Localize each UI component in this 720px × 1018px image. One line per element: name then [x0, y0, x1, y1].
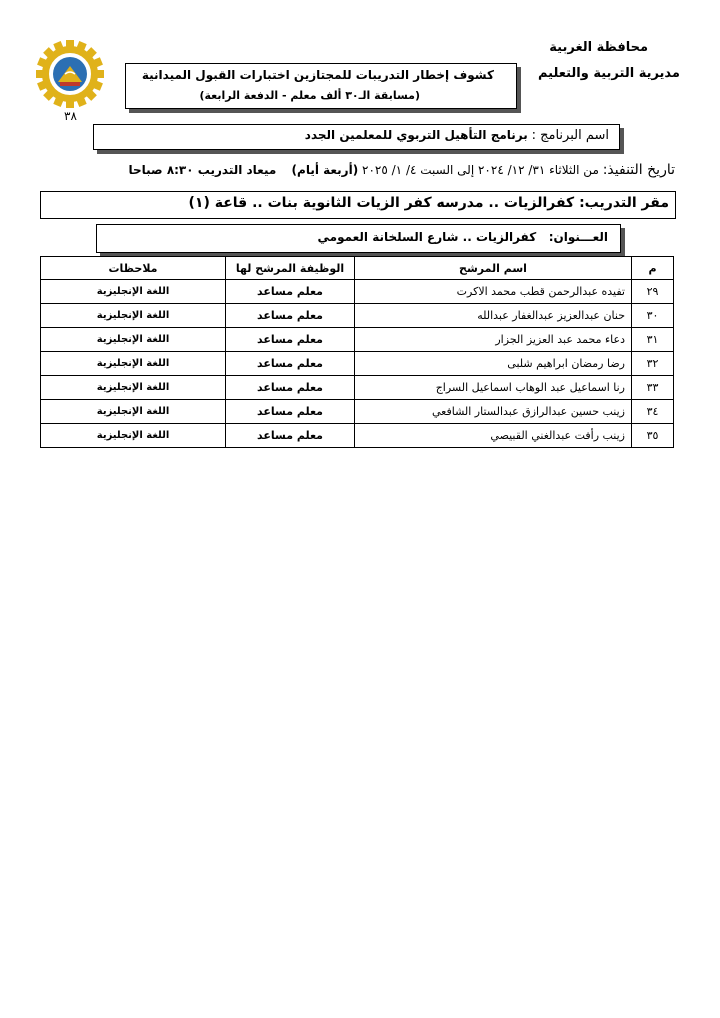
document-subtitle: (مسابقة الـ٣٠ ألف معلم - الدفعة الرابعة): [199, 89, 420, 102]
venue-name: كفرالزيات .. مدرسه كفر الزيات الثانوية بنات .. قاعة (١): [188, 195, 575, 211]
table-row: [41, 328, 674, 352]
cell-name: زينب حسين عبدالرازق عبدالستار الشافعي: [355, 400, 632, 424]
cell-name: تفيده عبدالرحمن قطب محمد الاكرت: [355, 280, 632, 304]
cell-name: دعاء محمد عبد العزيز الجزار: [355, 328, 632, 352]
table-row: [41, 352, 674, 376]
cell-num: ٢٩: [632, 280, 674, 304]
address-box: [96, 224, 621, 253]
schedule-label: تاريخ التنفيذ:: [602, 162, 675, 178]
cell-notes: اللغة الإنجليزية: [41, 424, 226, 448]
table-row: [41, 424, 674, 448]
directorate-name: مديرية التربية والتعليم: [537, 66, 680, 81]
cell-num: ٣١: [632, 328, 674, 352]
program-name: برنامج التأهيل التربوي للمعلمين الجدد: [304, 128, 528, 142]
page-number: ٣٨: [64, 109, 77, 123]
col-header-job: الوظيفة المرشح لها: [226, 257, 355, 280]
cell-name: حنان عبدالعزيز عبدالغفار عبدالله: [355, 304, 632, 328]
col-header-name: اسم المرشح: [355, 257, 632, 280]
col-header-num: م: [632, 257, 674, 280]
cell-name: رضا رمضان ابراهيم شلبى: [355, 352, 632, 376]
cell-job: معلم مساعد: [226, 376, 355, 400]
document-title-box: [125, 63, 517, 109]
cell-notes: اللغة الإنجليزية: [41, 376, 226, 400]
cell-name: رنا اسماعيل عبد الوهاب اسماعيل السراج: [355, 376, 632, 400]
cell-num: ٣٢: [632, 352, 674, 376]
schedule-duration: (أربعة أيام): [291, 163, 359, 177]
program-label: اسم البرنامج :: [531, 128, 609, 143]
cell-notes: اللغة الإنجليزية: [41, 280, 226, 304]
cell-num: ٣٠: [632, 304, 674, 328]
cell-num: ٣٥: [632, 424, 674, 448]
cell-job: معلم مساعد: [226, 400, 355, 424]
schedule-range: من الثلاثاء ٣١/ ١٢/ ٢٠٢٤ إلى السبت ٤/ ١/ ٢٠٢٥: [362, 163, 599, 177]
schedule-time: ميعاد التدريب ٨:٣٠ صباحا: [128, 163, 277, 177]
cell-job: معلم مساعد: [226, 328, 355, 352]
col-header-notes: ملاحظات: [41, 257, 226, 280]
table-row: [41, 376, 674, 400]
directorate-logo: [34, 38, 106, 110]
table-row: [41, 304, 674, 328]
venue-box: [40, 191, 676, 219]
program-box: [93, 124, 620, 150]
cell-name: زينب رأفت عبدالغني القبيصي: [355, 424, 632, 448]
table-row: [41, 280, 674, 304]
venue-label: مقر التدريب:: [579, 195, 669, 211]
document-title: كشوف إخطار التدريبات للمجتازين اختبارات القبول الميدانية: [141, 68, 494, 82]
cell-job: معلم مساعد: [226, 424, 355, 448]
governorate-name: محافظة الغربية: [549, 40, 648, 55]
cell-notes: اللغة الإنجليزية: [41, 352, 226, 376]
cell-notes: اللغة الإنجليزية: [41, 304, 226, 328]
gear-emblem-icon: [34, 38, 106, 110]
schedule-line: [128, 162, 675, 178]
candidates-table: [40, 256, 674, 448]
cell-notes: اللغة الإنجليزية: [41, 328, 226, 352]
cell-notes: اللغة الإنجليزية: [41, 400, 226, 424]
cell-job: معلم مساعد: [226, 280, 355, 304]
address-label: العـــنوان:: [548, 230, 608, 244]
cell-num: ٣٣: [632, 376, 674, 400]
cell-num: ٣٤: [632, 400, 674, 424]
cell-job: معلم مساعد: [226, 352, 355, 376]
address-value: كفرالزيات .. شارع السلخانة العمومي: [317, 230, 537, 244]
cell-job: معلم مساعد: [226, 304, 355, 328]
table-row: [41, 400, 674, 424]
table-header-row: [41, 257, 674, 280]
